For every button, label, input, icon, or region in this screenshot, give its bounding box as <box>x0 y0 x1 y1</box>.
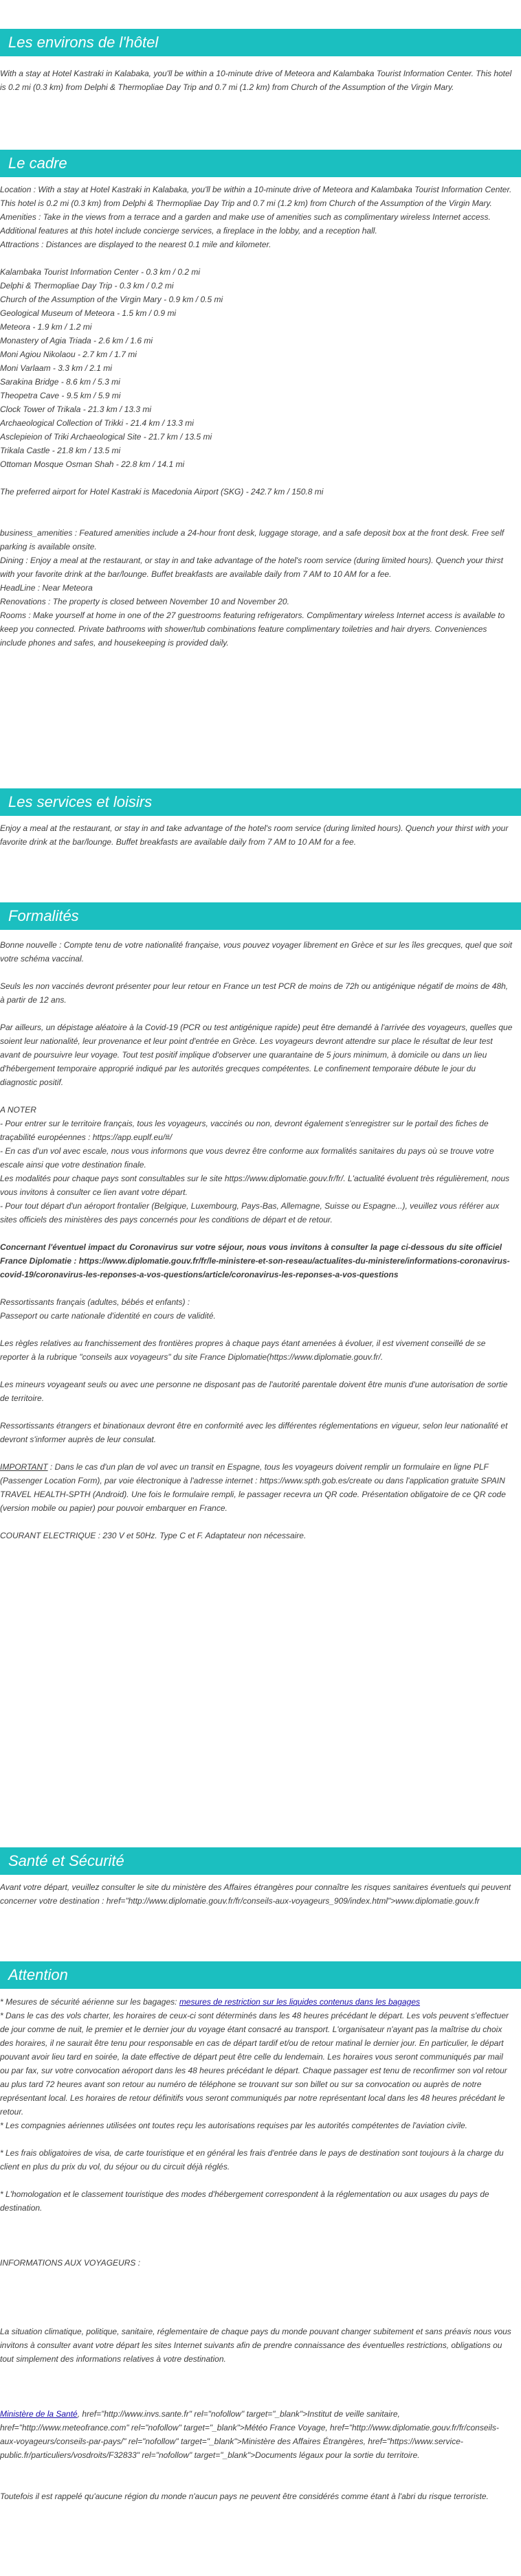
attention-content <box>0 1995 514 2503</box>
section-header-services <box>0 788 521 816</box>
cadre-renovations: Renovations : The property is closed between November 10 and November 20. <box>0 597 289 606</box>
attention-terror: Toutefois il est rappelé qu'aucune région du monde n'aucun pays ne peuvent être considérés comme étant à l'abri du risque terroriste. <box>0 2492 489 2501</box>
section-header-cadre <box>0 150 521 177</box>
sante-text: Avant votre départ, veuillez consulter le site du ministère des Affaires étrangères pour connaître les risques sanitaires éventuels qui peuvent concerner votre destination : href="http://www.diplomatie.gouv.fr/fr/conseils-aux-voyageurs_909/index.html">www.diplomatie.gouv.fr <box>0 1882 511 1906</box>
section-title-attention: Attention <box>8 1966 68 1983</box>
formalites-coronavirus <box>0 1240 514 1281</box>
place-item: Theopetra Cave - 9.5 km / 5.9 mi <box>0 391 121 400</box>
place-item: Asclepieion of Triki Archaeological Site - 21.7 km / 13.5 mi <box>0 432 212 442</box>
section-title-environs: Les environs de l'hôtel <box>8 34 159 51</box>
section-header-sante <box>0 1847 521 1875</box>
place-item: Church of the Assumption of the Virgin Mary - 0.9 km / 0.5 mi <box>0 295 223 304</box>
attention-links-rest: , href="http://www.invs.sante.fr" rel="nofollow" target="_blank">Institut de veille sanitaire, href="http://www.meteofrance.com" rel="nofollow" target="_blank">Météo France Voyage, href="http://www.diplomatie.gouv.fr/fr/conseils-aux-voyageurs/conseils-par-pays/" rel="nofollow" target="_blank">Ministère des Affaires Étrangères, href="https://www.service-public.fr/particuliers/vosdroits/F32833" rel="nofollow" target="_blank">Documents légaux pour la sortie du territoire. <box>0 2409 499 2460</box>
section-title-services: Les services et loisirs <box>8 793 153 810</box>
place-item: Ottoman Mosque Osman Shah - 22.8 km / 14.1 mi <box>0 459 185 469</box>
place-item: Moni Agiou Nikolaou - 2.7 km / 1.7 mi <box>0 350 137 359</box>
attention-charter: * Dans le cas des vols charter, les horaires de ceux-ci sont déterminés dans les 48 heures précédant le départ. Les vols peuvent s'effectuer de jour comme de nuit, le premier et le dernier jour du voyage étant consacré au transport. L'organisateur n'ayant pas la maîtrise du choix des horaires, il ne saurait être tenu pour responsable en cas de départ tardif et/ou de retour matinal le dernier jour. En particulier, le départ pouvant avoir lieu tard en soirée, la date effective de départ peut être celle du lendemain. Les horaires vous seront communiqués par mail ou par fax, sur votre convocation aéroport dans les 48 heures précédant le départ. Chaque passager est tenu de reconfirmer son vol retour au plus tard 72 heures avant son retour au numéro de téléphone se trouvant sur son billet ou sur sa convocation ou auprès de notre représentant local. Les horaires de retour définitifs vous seront communiqués par notre représentant local dans les 48 heures précédant le retour. <box>0 2011 509 2117</box>
cadre-content <box>0 183 514 650</box>
formalites-anoter-label: A NOTER <box>0 1105 36 1115</box>
formalites-courant: COURANT ELECTRIQUE : 230 V et 50Hz. Type C et F. Adaptateur non nécessaire. <box>0 1531 307 1540</box>
cadre-rooms: Rooms : Make yourself at home in one of the 27 guestrooms featuring refrigerators. Complimentary wireless Internet access is available to keep you connected. Private bathrooms with shower/tub combinations feature complimentary toiletries and hair dryers. Conveniences include phones and safes, and housekeeping is provided daily. <box>0 611 505 648</box>
formalites-test: Seuls les non vaccinés devront présenter pour leur retour en France un test PCR de moins de 72h ou antigénique négatif de moins de 48h, à partir de 12 ans. <box>0 981 509 1005</box>
formalites-vaccination: Bonne nouvelle : Compte tenu de votre nationalité française, vous pouvez voyager librement en Grèce et sur les îles grecques, quel que soit votre schéma vaccinal. <box>0 940 513 964</box>
cadre-business-amenities: business_amenities : Featured amenities include a 24-hour front desk, luggage storage, and a safe deposit box at the front desk. Free self parking is available onsite. <box>0 528 505 551</box>
formalites-documents: Passeport ou carte nationale d'identité en cours de validité. <box>0 1311 216 1321</box>
cadre-dining: Dining : Enjoy a meal at the restaurant, or stay in and take advantage of the hotel's room service (during limited hours). Quench your thirst with your favorite drink at the bar/lounge. Buffet breakfasts are available daily from 7 AM to 10 AM for a fee. <box>0 556 503 579</box>
section-header-formalites <box>0 902 521 930</box>
ministere-sante-link[interactable]: Ministère de la Santé <box>0 2409 78 2419</box>
formalites-note: - Pour entrer sur le territoire français, tous les voyageurs, vaccinés ou non, devront également s'enregistrer sur le portail des fiches de traçabilité européennes : https://app.euplf.eu/#/ <box>0 1119 489 1142</box>
place-item: Delphi & Thermopliae Day Trip - 0.3 km / 0.2 mi <box>0 281 174 290</box>
section-title-cadre: Le cadre <box>8 155 67 172</box>
section-title-formalites: Formalités <box>8 907 79 924</box>
attention-situation: La situation climatique, politique, sanitaire, réglementaire de chaque pays du monde pouvant changer subitement et sans préavis nous vous invitons à consulter avant votre départ les sites Internet suivants afin de prendre connaissance des éventuelles restrictions, obligations ou tout simplement des informations relatives à votre destination. <box>0 2327 511 2364</box>
cadre-amenities: Amenities : Take in the views from a terrace and a garden and make use of amenities such as complimentary wireless Internet access. Additional features at this hotel include concierge services, a fireplace in the lobby, and a reception hall. <box>0 212 491 236</box>
formalites-content <box>0 938 514 1542</box>
environs-content <box>0 67 514 94</box>
important-label: IMPORTANT <box>0 1462 48 1472</box>
attention-info-label: INFORMATIONS AUX VOYAGEURS : <box>0 2258 141 2268</box>
formalites-note: - Pour tout départ d'un aéroport frontalier (Belgique, Luxembourg, Pays-Bas, Allemagne, Suisse ou Espagne...), veuillez vous référer aux sites officiels des ministères des pays concernés pour les conditions de départ et de retour. <box>0 1201 500 1224</box>
formalites-mineurs: Les mineurs voyageant seuls ou avec une personne ne disposant pas de l'autorité parentale doivent être munis d'une autorisation de sortie de territoire. <box>0 1380 508 1403</box>
place-item: Geological Museum of Meteora - 1.5 km / 0.9 mi <box>0 308 177 318</box>
formalites-ressortissants: Ressortissants français (adultes, bébés et enfants) : <box>0 1297 190 1307</box>
services-content <box>0 821 514 849</box>
place-item: Moni Varlaam - 3.3 km / 2.1 mi <box>0 363 112 373</box>
attention-bagages-label: * Mesures de sécurité aérienne sur les bagages: <box>0 1997 179 2007</box>
place-item: Meteora - 1.9 km / 1.2 mi <box>0 322 92 332</box>
section-header-attention <box>0 1961 521 1989</box>
place-item: Kalambaka Tourist Information Center - 0.3 km / 0.2 mi <box>0 267 201 277</box>
place-item: Trikala Castle - 21.8 km / 13.5 mi <box>0 446 121 455</box>
formalites-etrangers: Ressortissants étrangers et binationaux devront être en conformité avec les différentes réglementations en vigueur, selon leur nationalité et devront s'informer auprès de leur consulat. <box>0 1421 508 1444</box>
attention-compagnies: * Les compagnies aériennes utilisées ont toutes reçu les autorisations requises par les autorités compétentes de l'aviation civile. <box>0 2121 467 2130</box>
important-text: : Dans le cas d'un plan de vol avec un transit en Espagne, tous les voyageurs doivent remplir un formulaire en ligne PLF (Passenger Location Form), par voie électronique à l'adresse internet : https://www.spth.gob.es/create ou dans l'application gratuite SPAIN TRAVEL HEALTH-SPTH (Android). Une fois le formulaire rempli, le passager recevra un QR code. Présentation obligatoire de ce QR code (version mobile ou papier) pour pouvoir embarquer en France. <box>0 1462 506 1513</box>
place-item: Sarakina Bridge - 8.6 km / 5.3 mi <box>0 377 120 387</box>
formalites-note: Les modalités pour chaque pays sont consultables sur le site https://www.diplomatie.gouv.fr/fr/. L'actualité évoluent très régulièrement, nous vous invitons à consulter ce lien avant votre départ. <box>0 1174 510 1197</box>
formalites-regles: Les règles relatives au franchissement des frontières propres à chaque pays étant amenées à évoluer, il est vivement conseillé de se reporter à la rubrique "conseils aux voyageurs" du site France Diplomatie(https://www.diplomatie.gouv.fr/. <box>0 1338 486 1362</box>
formalites-depistage: Par ailleurs, un dépistage aléatoire à la Covid-19 (PCR ou test antigénique rapide) peut être demandé à l'arrivée des voyageurs, quelles que soient leur nationalité, leur provenance et leur point d'entrée en Grèce. Les voyageurs devront attendre sur place le résultat de leur test avant de poursuivre leur voyage. Tout test positif implique d'observer une quarantaine de 5 jours minimum, à domicile ou dans un lieu d'hébergement temporaire approprié indiqué par les autorités grecques compétentes. Le confinement temporaire débute le jour du diagnostic positif. <box>0 1023 513 1087</box>
section-title-sante: Santé et Sécurité <box>8 1852 124 1869</box>
cadre-attractions: Attractions : Distances are displayed to the nearest 0.1 mile and kilometer. <box>0 240 271 249</box>
environs-text: With a stay at Hotel Kastraki in Kalabaka, you'll be within a 10-minute drive of Meteora and Kalambaka Tourist Information Center. This hotel is 0.2 mi (0.3 km) from Delphi & Thermopliae Day Trip and 0.7 mi (1.2 km) from Church of the Assumption of the Virgin Mary. <box>0 69 512 92</box>
attention-visa: * Les frais obligatoires de visa, de carte touristique et en général les frais d'entrée dans le pays de destination sont toujours à la charge du client en plus du prix du vol, du séjour ou du circuit déjà réglés. <box>0 2148 504 2172</box>
place-item: Clock Tower of Trikala - 21.3 km / 13.3 mi <box>0 404 152 414</box>
cadre-airport: The preferred airport for Hotel Kastraki is Macedonia Airport (SKG) - 242.7 km / 150.8 mi <box>0 487 324 497</box>
attention-bagages <box>0 1995 514 2009</box>
restriction-liquides-link[interactable]: mesures de restriction sur les liquides contenus dans les bagages <box>179 1997 421 2007</box>
place-item: Archaeological Collection of Trikki - 21.4 km / 13.3 mi <box>0 418 194 428</box>
sante-content <box>0 1880 514 1908</box>
cadre-headline: HeadLine : Near Meteora <box>0 583 93 593</box>
formalites-coronavirus-text: Concernant l'éventuel impact du Coronavirus sur votre séjour, nous vous invitons à consulter la page ci-dessous du site officiel France Diplomatie : https://www.diplomatie.gouv.fr/fr/le-ministere-et-son-reseau/actualites-du-ministere/informations-coronavirus-covid-19/coronavirus-les-reponses-a-vos-questions/article/coronavirus-les-reponses-a-vos-questions <box>0 1242 510 1279</box>
section-header-environs <box>0 29 521 56</box>
cadre-location: Location : With a stay at Hotel Kastraki in Kalabaka, you'll be within a 10-minute drive of Meteora and Kalambaka Tourist Information Center. This hotel is 0.2 mi (0.3 km) from Delphi & Thermopliae Day Trip and 0.7 mi (1.2 km) from Church of the Assumption of the Virgin Mary. <box>0 185 512 208</box>
services-text: Enjoy a meal at the restaurant, or stay in and take advantage of the hotel's room service (during limited hours). Quench your thirst with your favorite drink at the bar/lounge. Buffet breakfasts are available daily from 7 AM to 10 AM for a fee. <box>0 823 509 847</box>
attention-links <box>0 2407 514 2462</box>
formalites-important <box>0 1460 514 1515</box>
place-item: Monastery of Agia Triada - 2.6 km / 1.6 mi <box>0 336 153 345</box>
formalites-note: - En cas d'un vol avec escale, nous vous informons que vous devrez être conforme aux formalités sanitaires du pays où se trouve votre escale ainsi que votre destination finale. <box>0 1146 494 1170</box>
attention-homologation: * L'homologation et le classement touristique des modes d'hébergement correspondent à la réglementation ou aux usages du pays de destination. <box>0 2189 489 2213</box>
